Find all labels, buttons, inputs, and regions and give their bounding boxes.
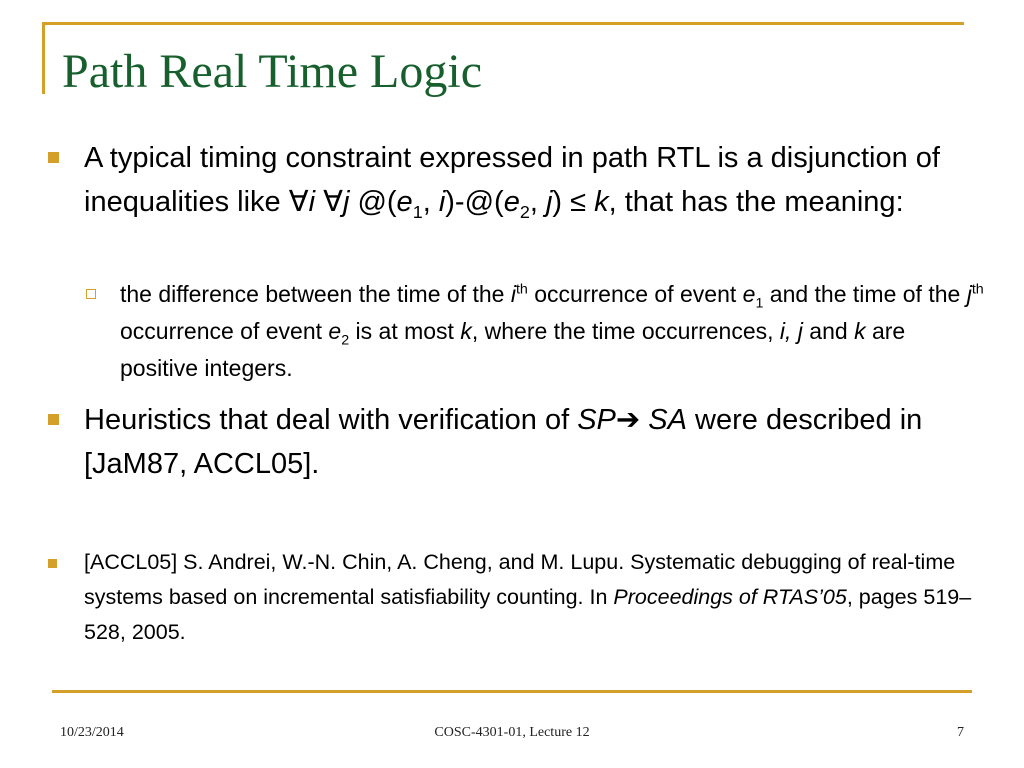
forall-icon: ∀ (288, 186, 309, 218)
footer-date: 10/23/2014 (60, 725, 124, 740)
bullet-text: and (802, 318, 855, 344)
forall-icon: ∀ (323, 186, 343, 218)
bullet-text: Heuristics that deal with verification of (84, 404, 578, 436)
bullet-text: are positive integers. (120, 318, 906, 381)
formula-text: @( (349, 186, 397, 218)
bullet-reference (84, 545, 974, 650)
bullet-timing-constraint (84, 136, 999, 224)
page-number: 7 (957, 725, 964, 740)
bullet-square-icon (48, 414, 59, 425)
superscript-th: th (515, 281, 528, 298)
formula-text: , (529, 186, 546, 218)
vars-i-j: i, j (779, 318, 803, 344)
event-e2: e (328, 318, 342, 344)
var-k: k (460, 318, 472, 344)
subscript-1: 1 (755, 295, 764, 312)
bullet-text: were described in [JaM87, ACCL05]. (84, 404, 923, 480)
subscript-1: 1 (412, 201, 423, 222)
formula-text: ) ≤ (552, 186, 595, 218)
footer-course: COSC-4301-01, Lecture 12 (434, 725, 590, 740)
var-j: j (545, 186, 553, 218)
bullet-text: the difference between the time of the (120, 281, 511, 307)
footer-rule (52, 690, 972, 693)
title-frame-left-rule (42, 22, 45, 94)
bullet-text: occurrence of event (527, 281, 743, 307)
event-e2: e (503, 186, 520, 218)
reference-text: [ACCL05] S. Andrei, W.-N. Chin, A. Cheng, and M. Lupu. Systematic debugging of real-time systems based on incremental satisfiability counting. In (84, 550, 956, 609)
bullet-text: is at most (349, 318, 461, 344)
var-k: k (594, 186, 609, 218)
bullet-text: occurrence of event (120, 318, 329, 344)
hollow-square-bullet-icon (86, 289, 96, 299)
var-i: i (438, 186, 446, 218)
formula-text: )-@( (445, 186, 504, 218)
bullet-text: A typical timing constraint expressed in path RTL is a disjunction of inequalities like (84, 142, 940, 218)
bullet-text: , that has the meaning: (608, 186, 904, 218)
arrow-right-icon: ➔ (615, 404, 641, 436)
reference-venue: Proceedings of RTAS’05 (613, 585, 847, 609)
bullet-square-icon (48, 152, 59, 163)
event-e1: e (396, 186, 413, 218)
var-i: i (308, 186, 316, 218)
event-e1: e (742, 281, 756, 307)
formula-text: , (422, 186, 439, 218)
bullet-square-icon (48, 559, 57, 568)
var-k: k (854, 318, 866, 344)
term-sp: SP (577, 404, 616, 436)
var-j: j (966, 281, 972, 307)
bullet-heuristics (84, 398, 984, 486)
slide-title: Path Real Time Logic (62, 45, 482, 98)
subscript-2: 2 (341, 332, 350, 349)
term-sa: SA (640, 404, 687, 436)
var-i: i (510, 281, 516, 307)
var-j: j (342, 186, 350, 218)
bullet-text: , where the time occurrences, (471, 318, 780, 344)
title-frame-top-rule (42, 22, 964, 25)
sub-bullet-meaning (120, 276, 988, 387)
reference-text: , pages 519–528, 2005. (84, 585, 972, 644)
superscript-th: th (971, 281, 984, 298)
subscript-2: 2 (519, 201, 530, 222)
bullet-text: and the time of the (763, 281, 967, 307)
